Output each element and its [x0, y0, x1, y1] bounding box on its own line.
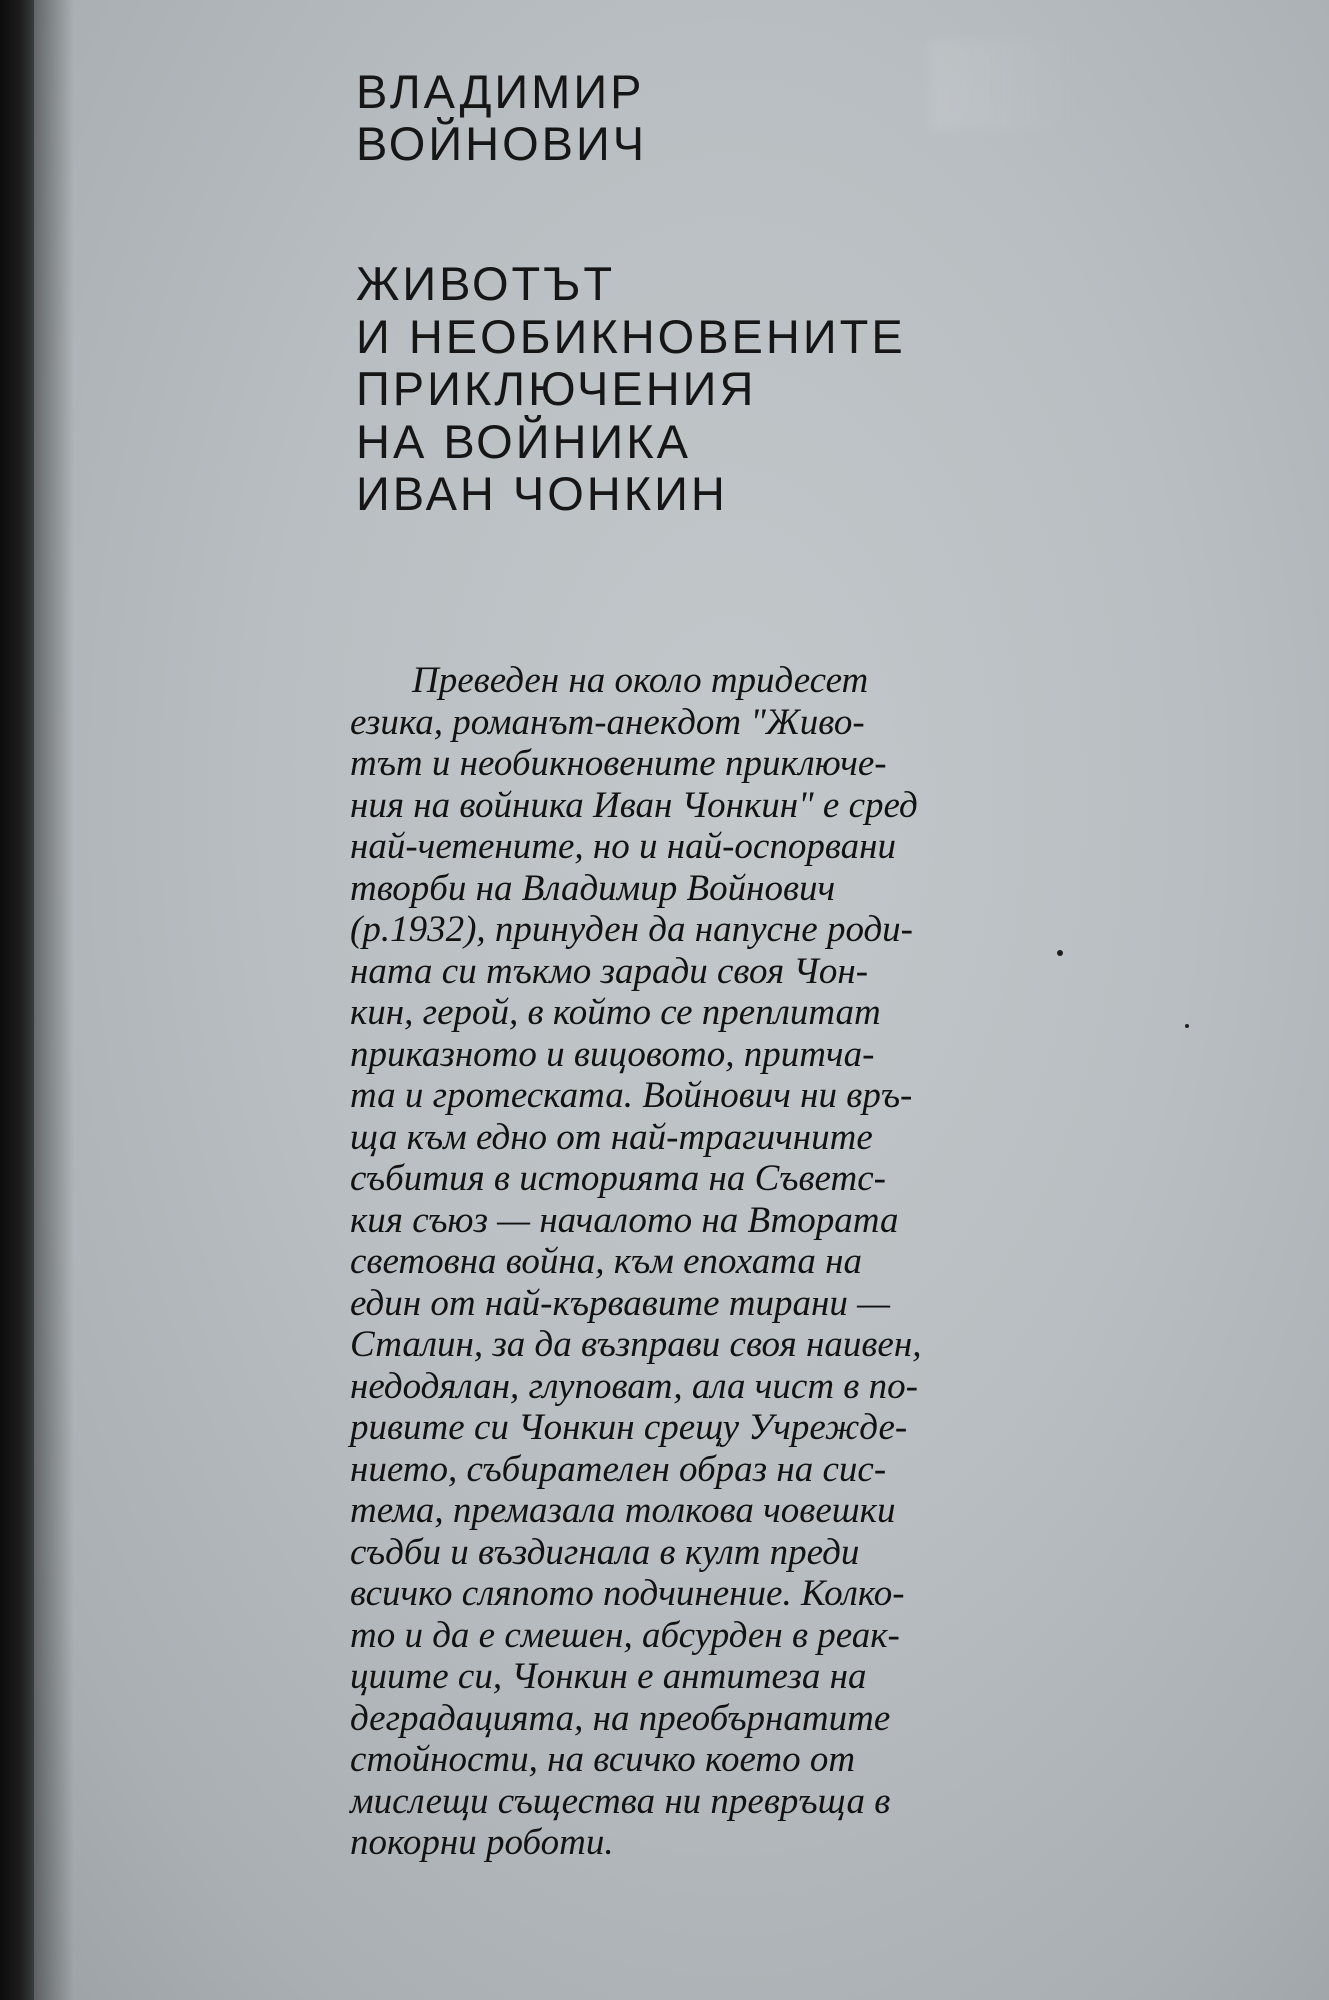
title-line: ПРИКЛЮЧЕНИЯ [356, 362, 757, 415]
blurb-line: циите си, Чонкин е антитеза на [350, 1656, 867, 1697]
title-line: ЖИВОТЪТ [356, 257, 616, 310]
blurb-line: творби на Владимир Войнович [350, 867, 836, 909]
blurb-line: ща към едно от най-трагичните [350, 1116, 873, 1158]
title-line: И НЕОБИКНОВЕНИТЕ [356, 309, 906, 363]
blurb-line: съдби и въздигнала в култ преди [350, 1531, 860, 1573]
book-spine [0, 0, 34, 2000]
blurb-line: деградацията, на преобърнатите [350, 1697, 891, 1739]
speck-mark [1057, 950, 1063, 956]
speck-mark [1185, 1024, 1189, 1028]
blurb-line: един от най-кървавите тирани — [350, 1282, 890, 1324]
blurb-line: всичко сляпото подчинение. Колко- [350, 1573, 905, 1614]
blurb-line: световна война, към епохата на [350, 1241, 863, 1282]
blurb-line: езика, романът-анекдот "Живо- [350, 701, 865, 743]
blurb-line: мислещи същества ни превръща в [350, 1780, 891, 1822]
gutter-shadow [34, 0, 74, 2000]
blurb-line: кин, герой, в който се преплитат [350, 992, 881, 1033]
title-line: ИВАН ЧОНКИН [356, 467, 728, 520]
blurb-line: покорни роботи. [350, 1822, 614, 1863]
author-line: ВЛАДИМИР [356, 65, 645, 118]
blurb-line: събития в историята на Съветс- [350, 1158, 886, 1199]
blurb-line: та и гротеската. Войнович ни връ- [350, 1075, 913, 1116]
blurb-line: Сталин, за да възправи своя наивен, [350, 1324, 922, 1365]
blurb-line: то и да е смешен, абсурден в реак- [350, 1614, 900, 1656]
blurb-line: стойности, на всичко което от [350, 1739, 856, 1780]
blurb-line: ривите си Чонкин срещу Учрежде- [350, 1407, 908, 1448]
title-line: НА ВОЙНИКА [356, 414, 691, 468]
book-title [356, 258, 1156, 521]
blurb-line: най-четените, но и най-оспорвани [350, 826, 897, 867]
blurb-line: ната си тъкмо заради своя Чон- [350, 950, 869, 992]
blurb-line: (р.1932), принуден да напусне роди- [350, 909, 914, 950]
blurb-paragraph [350, 660, 1010, 1864]
author-name [356, 66, 1056, 170]
blurb-line: тът и необикновените приключе- [350, 743, 887, 784]
blurb-line: нието, събирателен образ на сис- [350, 1448, 887, 1490]
blurb-line: приказното и вицовото, притча- [350, 1033, 875, 1075]
author-line: ВОЙНОВИЧ [356, 117, 648, 170]
blurb-line: недодялан, глуповат, ала чист в по- [350, 1365, 918, 1407]
blurb-line: Преведен на около тридесет [412, 660, 869, 701]
blurb-line: кия съюз — началото на Втората [350, 1199, 899, 1241]
blurb-line: тема, премазала толкова човешки [350, 1490, 896, 1531]
blurb-line: ния на войника Иван Чонкин" е сред [350, 784, 918, 826]
